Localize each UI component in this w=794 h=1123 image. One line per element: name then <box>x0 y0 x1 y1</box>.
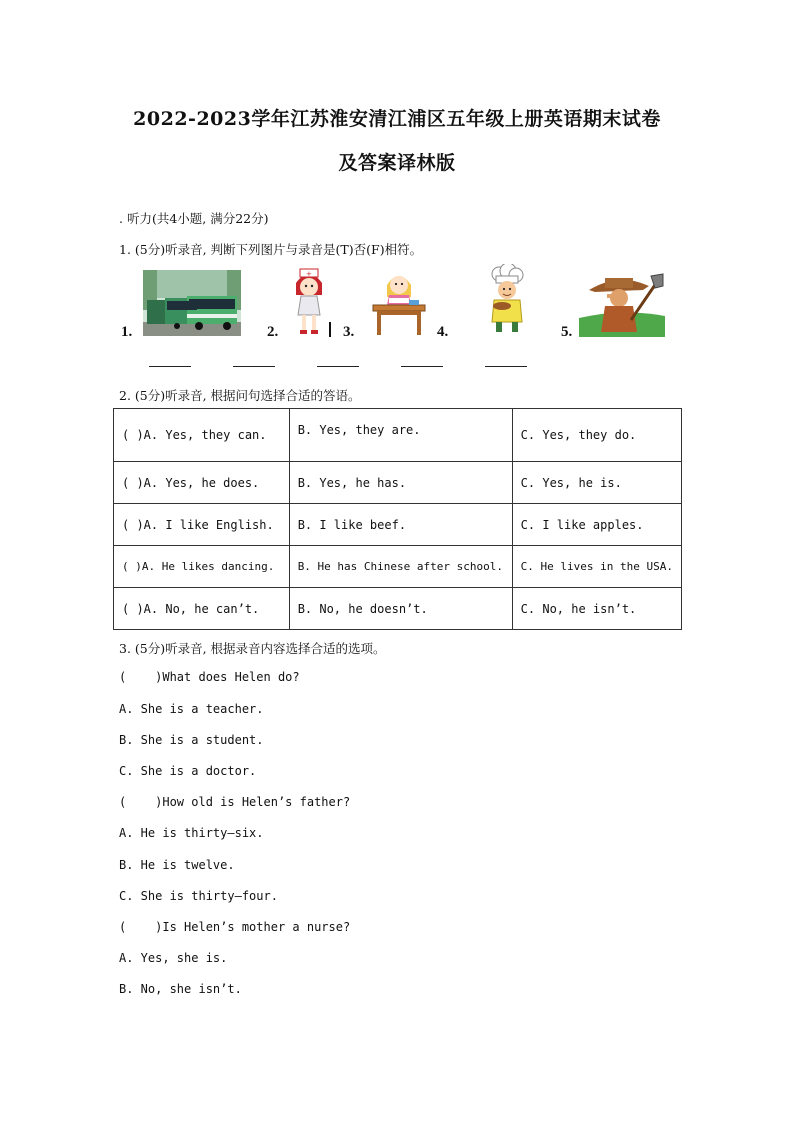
option-a: ( )A. He likes dancing. <box>114 546 290 588</box>
q1-item-3-number: 3. <box>343 324 355 340</box>
q3-option: A. She is a teacher. <box>119 702 264 716</box>
q3-option: B. She is a student. <box>119 733 264 747</box>
q3-question-1: ( )What does Helen do? <box>119 670 300 684</box>
option-b: B. I like beef. <box>289 504 512 546</box>
option-b: B. Yes, he has. <box>289 462 512 504</box>
svg-text:+: + <box>306 270 312 278</box>
q1-item-1-number: 1. <box>121 324 133 340</box>
bus-image <box>143 270 241 336</box>
q1-answer-blank-1[interactable] <box>149 366 191 367</box>
option-c: C. No, he isn’t. <box>512 588 681 630</box>
q3-option: C. She is a doctor. <box>119 764 257 778</box>
option-c: C. Yes, he is. <box>512 462 681 504</box>
option-a: ( )A. Yes, they can. <box>114 409 290 462</box>
q2-stem: 2. (5分)听录音, 根据问句选择合适的答语。 <box>119 388 361 403</box>
page-title: 2022-2023学年江苏淮安清江浦区五年级上册英语期末试卷 <box>133 108 661 130</box>
table-row <box>114 409 682 462</box>
option-a: ( )A. Yes, he does. <box>114 462 290 504</box>
q3-stem: 3. (5分)听录音, 根据录音内容选择合适的选项。 <box>119 641 386 656</box>
page-subtitle: 及答案译林版 <box>338 152 456 174</box>
cook-image <box>484 264 530 336</box>
option-a: ( )A. No, he can’t. <box>114 588 290 630</box>
q1-answer-blank-3[interactable] <box>317 366 359 367</box>
q3-question-2: ( )How old is Helen’s father? <box>119 795 351 809</box>
table-row <box>114 462 682 504</box>
section-heading: . 听力(共4小题, 满分22分) <box>119 211 269 226</box>
table-row <box>114 504 682 546</box>
option-c: C. Yes, they do. <box>512 409 681 462</box>
q3-question-3: ( )Is Helen’s mother a nurse? <box>119 920 351 934</box>
option-b: B. No, he doesn’t. <box>289 588 512 630</box>
q1-answer-blank-2[interactable] <box>233 366 275 367</box>
q3-option: C. She is thirty–four. <box>119 889 278 903</box>
q3-option: A. Yes, she is. <box>119 951 228 965</box>
q3-option: A. He is thirty–six. <box>119 826 264 840</box>
q3-option: B. He is twelve. <box>119 858 235 872</box>
q3-option: B. No, she isn’t. <box>119 982 242 996</box>
table-row <box>114 588 682 630</box>
option-c: C. I like apples. <box>512 504 681 546</box>
option-b: B. He has Chinese after school. <box>289 546 512 588</box>
divider-bar <box>329 322 331 337</box>
q2-options-table <box>113 408 682 630</box>
q1-item-5-number: 5. <box>561 324 573 340</box>
option-c: C. He lives in the USA. <box>512 546 681 588</box>
q1-item-2-number: 2. <box>267 324 279 340</box>
option-b: B. Yes, they are. <box>289 409 512 462</box>
q1-answer-blank-4[interactable] <box>401 366 443 367</box>
farmer-image <box>579 270 665 337</box>
option-a: ( )A. I like English. <box>114 504 290 546</box>
q1-answer-blank-5[interactable] <box>485 366 527 367</box>
student-at-desk-image <box>371 267 427 337</box>
table-row <box>114 546 682 588</box>
q1-stem: 1. (5分)听录音, 判断下列图片与录音是(T)否(F)相符。 <box>119 242 423 257</box>
nurse-image <box>290 265 328 337</box>
q1-item-4-number: 4. <box>437 324 449 340</box>
